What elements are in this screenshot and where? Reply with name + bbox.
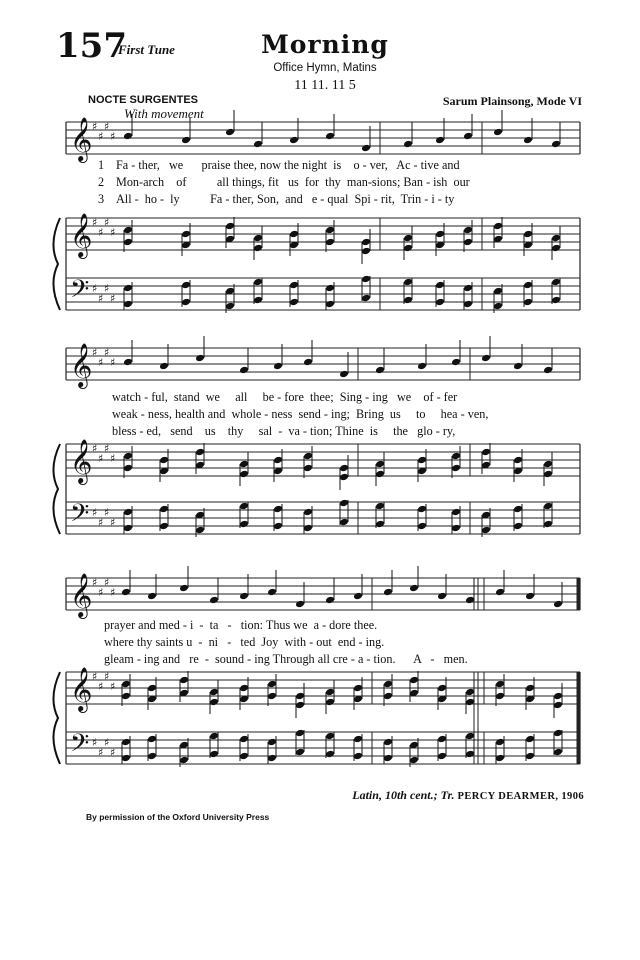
note-head — [495, 738, 505, 747]
note-head — [437, 735, 447, 744]
note-head — [465, 596, 475, 605]
note-head — [375, 366, 385, 375]
lyric-line: gleam - ing and re - sound - ing Through all cre - a - tion. A - men. — [104, 652, 468, 666]
note-head — [289, 136, 299, 145]
note-head — [123, 300, 133, 309]
sharp-icon: ♯ — [104, 120, 110, 133]
note-head — [267, 754, 277, 763]
note-head — [209, 698, 219, 707]
note-head — [273, 362, 283, 371]
note-head — [239, 502, 249, 511]
lyric-line: weak - ness, health and whole - ness send - ing; Bring us to hea - ven, — [112, 407, 489, 421]
note-head — [383, 680, 393, 689]
treble-clef-icon: 𝄞 — [70, 573, 93, 617]
note-head — [295, 748, 305, 757]
note-head — [525, 735, 535, 744]
sharp-icon: ♯ — [104, 346, 110, 359]
note-head — [339, 518, 349, 527]
note-head — [543, 366, 553, 375]
note-head — [159, 362, 169, 371]
note-head — [303, 358, 313, 367]
note-head — [353, 592, 363, 601]
note-head — [553, 692, 563, 701]
note-head — [267, 692, 277, 701]
brace — [53, 218, 60, 310]
sharp-icon: ♯ — [98, 586, 104, 599]
note-head — [325, 688, 335, 697]
note-head — [121, 680, 131, 689]
note-head — [493, 302, 503, 311]
credit-translator: PERCY DEARMER, 1906 — [457, 791, 584, 802]
bass-clef-icon: 𝄢 — [70, 499, 90, 534]
note-head — [523, 298, 533, 307]
note-head — [375, 470, 385, 479]
note-head — [353, 752, 363, 761]
staff-lines — [66, 122, 580, 764]
note-head — [303, 452, 313, 461]
hymn-number: 157 — [56, 26, 127, 66]
note-head — [435, 298, 445, 307]
note-head — [195, 448, 205, 457]
note-head — [435, 136, 445, 145]
sharp-icon: ♯ — [98, 130, 104, 143]
lyric-line: where thy saints u - ni - ted Joy with - out end - ing. — [104, 635, 385, 649]
sharp-icon: ♯ — [110, 516, 116, 529]
hymn-meter: 11 11. 11 5 — [294, 78, 356, 93]
sharp-icon: ♯ — [104, 442, 110, 455]
note-head — [383, 692, 393, 701]
sharp-icon: ♯ — [104, 216, 110, 229]
note-head — [267, 588, 277, 597]
note-head — [463, 226, 473, 235]
note-head — [267, 738, 277, 747]
note-head — [325, 238, 335, 247]
note-head — [325, 300, 335, 309]
note-head — [253, 244, 263, 253]
sharp-icon: ♯ — [110, 680, 116, 693]
treble-clef-icon: 𝄞 — [70, 667, 93, 711]
treble-clef-icon: 𝄞 — [70, 343, 93, 387]
credit-source: Latin, 10th cent.; Tr. — [352, 788, 455, 802]
sharp-icon: ♯ — [110, 292, 116, 305]
note-head — [523, 230, 533, 239]
note-head — [409, 676, 419, 685]
sharp-icon: ♯ — [110, 452, 116, 465]
verse-number: 1 — [98, 158, 105, 172]
note-head — [209, 596, 219, 605]
note-head — [361, 275, 371, 284]
lyric-line: watch - ful, stand we all be - fore thee; Sing - ing we of - fer — [112, 390, 458, 404]
sharp-icon: ♯ — [98, 452, 104, 465]
note-head — [303, 524, 313, 533]
sharp-icon: ♯ — [110, 746, 116, 759]
note-head — [225, 128, 235, 137]
note-head — [181, 281, 191, 290]
lyric-line: Mon-arch of all things, fit us for thy man-sions; Ban - ish our — [116, 175, 470, 189]
tune-label: First Tune — [118, 42, 175, 57]
brace — [53, 444, 60, 534]
note-head — [383, 754, 393, 763]
sharp-icon: ♯ — [104, 670, 110, 683]
note-head — [495, 692, 505, 701]
note-head — [463, 238, 473, 247]
note-head — [273, 456, 283, 465]
sharp-icon: ♯ — [92, 442, 98, 455]
note-head — [225, 302, 235, 311]
verse-number: 3 — [98, 192, 105, 206]
note-head — [123, 132, 133, 141]
note-head — [551, 278, 561, 287]
note-head — [147, 684, 157, 693]
note-head — [295, 692, 305, 701]
note-head — [239, 752, 249, 761]
notation-marks — [53, 218, 60, 764]
note-head — [273, 522, 283, 531]
lyric-line: prayer and med - i - ta - tion: Thus we a - dore thee. — [104, 618, 378, 632]
note-head — [417, 456, 427, 465]
note-head — [403, 296, 413, 305]
note-head — [209, 732, 219, 741]
note-head — [239, 592, 249, 601]
sharp-icon: ♯ — [92, 282, 98, 295]
note-head — [289, 230, 299, 239]
note-head — [353, 735, 363, 744]
sharp-icon: ♯ — [98, 292, 104, 305]
note-head — [417, 505, 427, 514]
note-head — [181, 230, 191, 239]
note-head — [195, 526, 205, 535]
note-head — [375, 502, 385, 511]
note-head — [123, 284, 133, 293]
note-head — [383, 738, 393, 747]
note-head — [495, 588, 505, 597]
sharp-icon: ♯ — [110, 130, 116, 143]
tempo-marking: With movement — [124, 106, 204, 121]
note-head — [553, 729, 563, 738]
note-head — [361, 294, 371, 303]
note-head — [123, 358, 133, 367]
note-head — [159, 505, 169, 514]
note-head — [409, 584, 419, 593]
note-head — [435, 281, 445, 290]
note-head — [525, 752, 535, 761]
note-head — [437, 592, 447, 601]
note-head — [325, 132, 335, 141]
note-head — [513, 362, 523, 371]
sharp-icon: ♯ — [92, 120, 98, 133]
tune-source: Sarum Plainsong, Mode VI — [442, 94, 582, 108]
note-head — [123, 226, 133, 235]
note-head — [465, 732, 475, 741]
note-head — [451, 524, 461, 533]
lyric-line: bless - ed, send us thy sal - va - tion; Thine is the glo - ry, — [112, 424, 456, 438]
note-head — [543, 470, 553, 479]
brace — [53, 672, 60, 764]
note-head — [181, 298, 191, 307]
note-head — [303, 464, 313, 473]
hymn-title: Morning — [261, 30, 389, 59]
note-head — [179, 756, 189, 765]
sharp-icon: ♯ — [98, 746, 104, 759]
note-head — [121, 754, 131, 763]
note-head — [289, 281, 299, 290]
note-head — [273, 505, 283, 514]
note-head — [123, 452, 133, 461]
note-head — [121, 588, 131, 597]
note-head — [239, 366, 249, 375]
note-head — [325, 698, 335, 707]
note-head — [463, 300, 473, 309]
sharp-icon: ♯ — [92, 736, 98, 749]
treble-clef-icon: 𝄞 — [70, 213, 93, 257]
note-head — [481, 526, 491, 535]
note-head — [361, 247, 371, 256]
sharp-icon: ♯ — [92, 216, 98, 229]
sharp-icon: ♯ — [104, 736, 110, 749]
note-head — [147, 592, 157, 601]
note-head — [289, 298, 299, 307]
note-head — [209, 688, 219, 697]
note-head — [179, 676, 189, 685]
note-head — [353, 684, 363, 693]
sharp-icon: ♯ — [92, 346, 98, 359]
note-head — [123, 524, 133, 533]
note-head — [481, 448, 491, 457]
sharp-icon: ♯ — [104, 506, 110, 519]
sharp-icon: ♯ — [110, 356, 116, 369]
note-head — [195, 354, 205, 363]
note-head — [465, 750, 475, 759]
note-head — [375, 520, 385, 529]
note-head — [493, 128, 503, 137]
sharp-icon: ♯ — [98, 356, 104, 369]
note-head — [513, 456, 523, 465]
note-head — [463, 284, 473, 293]
note-head — [179, 584, 189, 593]
note-head — [253, 140, 263, 149]
note-head — [159, 456, 169, 465]
note-head — [403, 140, 413, 149]
note-head — [525, 684, 535, 693]
note-head — [325, 596, 335, 605]
note-head — [465, 688, 475, 697]
note-head — [121, 692, 131, 701]
note-head — [339, 499, 349, 508]
note-head — [513, 505, 523, 514]
note-head — [403, 278, 413, 287]
note-head — [239, 520, 249, 529]
note-head — [303, 508, 313, 517]
note-head — [403, 234, 413, 243]
note-head — [123, 464, 133, 473]
lyric-line: Fa - ther, we praise thee, now the night is o - ver, Ac - tive and — [116, 158, 460, 172]
note-head — [543, 460, 553, 469]
note-head — [553, 600, 563, 609]
bass-clef-icon: 𝄢 — [70, 729, 90, 764]
sharp-icon: ♯ — [110, 226, 116, 239]
note-head — [463, 132, 473, 141]
note-head — [267, 680, 277, 689]
note-head — [239, 735, 249, 744]
sharp-icon: ♯ — [92, 576, 98, 589]
note-head — [403, 244, 413, 253]
note-head — [295, 729, 305, 738]
note-head — [551, 234, 561, 243]
note-head — [481, 354, 491, 363]
note-head — [523, 281, 533, 290]
note-head — [147, 735, 157, 744]
note-head — [295, 701, 305, 710]
sharp-icon: ♯ — [92, 506, 98, 519]
note-head — [451, 452, 461, 461]
note-head — [181, 136, 191, 145]
note-head — [553, 701, 563, 710]
note-head — [121, 738, 131, 747]
note-head — [253, 296, 263, 305]
note-head — [325, 284, 335, 293]
sharp-icon: ♯ — [98, 226, 104, 239]
text-credit — [300, 788, 584, 803]
note-head — [339, 473, 349, 482]
note-head — [437, 684, 447, 693]
note-head — [525, 592, 535, 601]
note-head — [543, 520, 553, 529]
note-head — [495, 754, 505, 763]
note-head — [551, 140, 561, 149]
note-head — [325, 750, 335, 759]
note-head — [339, 464, 349, 473]
note-head — [361, 238, 371, 247]
note-head — [325, 732, 335, 741]
hymn-subtitle: Office Hymn, Matins — [273, 62, 377, 74]
sharp-icon: ♯ — [92, 670, 98, 683]
note-head — [417, 522, 427, 531]
sharp-icon: ♯ — [98, 516, 104, 529]
treble-clef-icon: 𝄞 — [70, 117, 93, 161]
note-head — [239, 684, 249, 693]
note-head — [123, 238, 133, 247]
note-head — [159, 522, 169, 531]
sharp-icon: ♯ — [104, 282, 110, 295]
note-head — [147, 752, 157, 761]
permission-notice: By permission of the Oxford University Press — [86, 812, 270, 822]
note-head — [451, 358, 461, 367]
note-head — [253, 278, 263, 287]
sharp-icon: ♯ — [110, 586, 116, 599]
note-head — [551, 296, 561, 305]
note-head — [339, 370, 349, 379]
note-head — [239, 470, 249, 479]
note-head — [295, 600, 305, 609]
note-head — [543, 502, 553, 511]
note-head — [435, 230, 445, 239]
note-head — [493, 222, 503, 231]
note-head — [437, 752, 447, 761]
note-head — [417, 362, 427, 371]
note-head — [325, 226, 335, 235]
note-head — [225, 222, 235, 231]
sharp-icon: ♯ — [104, 576, 110, 589]
lyric-line: All - ho - ly Fa - ther, Son, and e - qual Spi - rit, Trin - i - ty — [116, 192, 455, 206]
note-head — [465, 698, 475, 707]
note-head — [523, 136, 533, 145]
note-head — [451, 464, 461, 473]
treble-clef-icon: 𝄞 — [70, 439, 93, 483]
bass-clef-icon: 𝄢 — [70, 275, 90, 310]
note-head — [123, 508, 133, 517]
verse-number: 2 — [98, 175, 105, 189]
note-head — [513, 522, 523, 531]
note-head — [253, 234, 263, 243]
note-head — [553, 748, 563, 757]
note-head — [209, 750, 219, 759]
note-head — [409, 756, 419, 765]
note-head — [383, 588, 393, 597]
note-head — [551, 244, 561, 253]
tune-name: NOCTE SURGENTES — [88, 94, 199, 106]
sharp-icon: ♯ — [98, 680, 104, 693]
note-head — [451, 508, 461, 517]
note-head — [495, 680, 505, 689]
note-head — [375, 460, 385, 469]
note-head — [361, 144, 371, 153]
note-head — [239, 460, 249, 469]
